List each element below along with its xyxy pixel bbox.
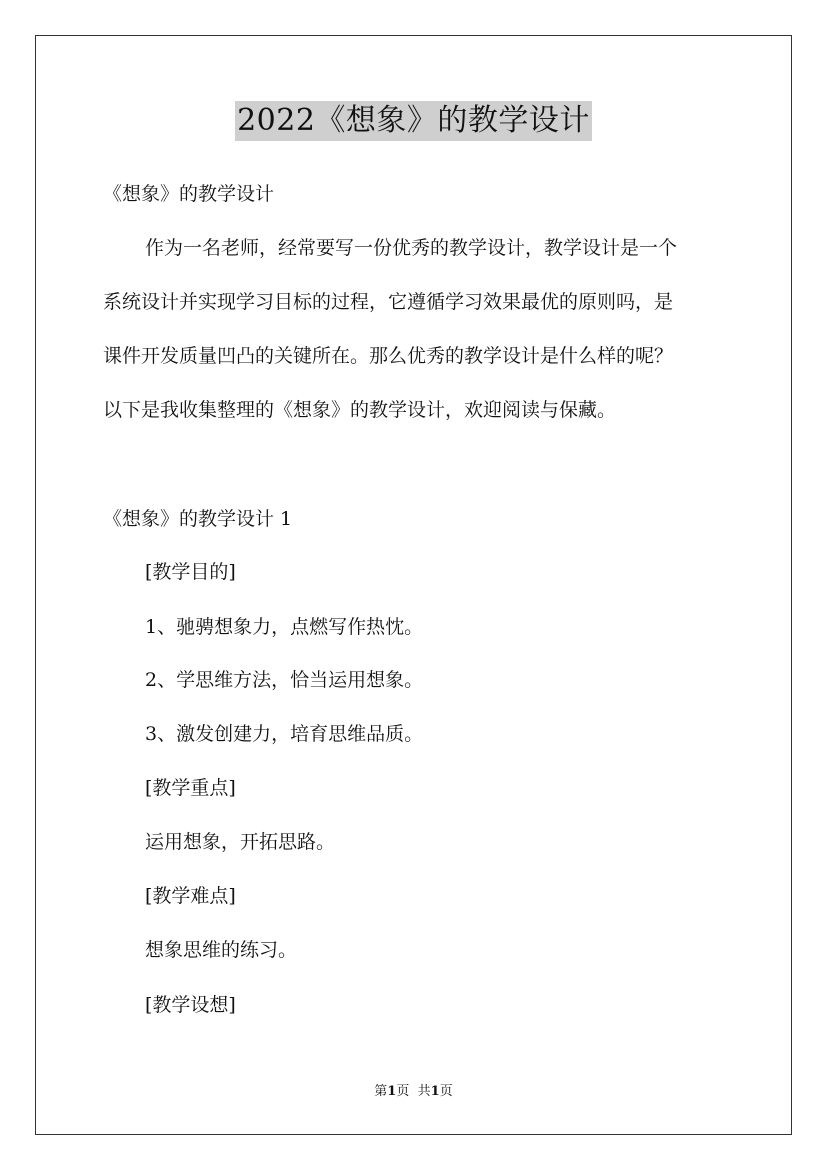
objective-item: 3、激发创建力，培育思维品质。 xyxy=(145,723,424,745)
intro-line: 系统设计并实现学习目标的过程，它遵循学习效果最优的原则吗，是 xyxy=(103,291,674,313)
footer-page-suffix: 页 xyxy=(396,1084,410,1099)
section-heading: 《想象》的教学设计 1 xyxy=(103,508,293,530)
difficulty-text: 想象思维的练习。 xyxy=(145,939,298,961)
objective-item: 1、驰骋想象力，点燃写作热忱。 xyxy=(145,616,424,638)
document-subtitle: 《想象》的教学设计 xyxy=(103,183,275,205)
objective-item: 2、学思维方法，恰当运用想象。 xyxy=(145,669,424,691)
page-footer xyxy=(0,1083,827,1101)
footer-prefix: 第 xyxy=(374,1084,388,1099)
concept-heading: [教学设想] xyxy=(145,994,236,1016)
difficulty-heading: [教学难点] xyxy=(145,885,236,907)
key-point-heading: [教学重点] xyxy=(145,777,236,799)
document-title: 2022《想象》的教学设计 xyxy=(235,101,592,141)
objective-heading: [教学目的] xyxy=(145,561,236,583)
key-point-text: 运用想象，开拓思路。 xyxy=(145,831,336,853)
footer-total-prefix: 共 xyxy=(417,1084,431,1099)
footer-total-suffix: 页 xyxy=(439,1084,453,1099)
intro-line: 课件开发质量凹凸的关键所在。那么优秀的教学设计是什么样的呢？ xyxy=(103,345,674,367)
footer-page-number: 1 xyxy=(387,1084,397,1099)
footer-total-pages: 1 xyxy=(430,1084,440,1099)
intro-line: 以下是我收集整理的《想象》的教学设计，欢迎阅读与保藏。 xyxy=(103,399,617,421)
title-container xyxy=(0,101,827,141)
intro-line: 作为一名老师，经常要写一份优秀的教学设计，教学设计是一个 xyxy=(145,237,678,259)
